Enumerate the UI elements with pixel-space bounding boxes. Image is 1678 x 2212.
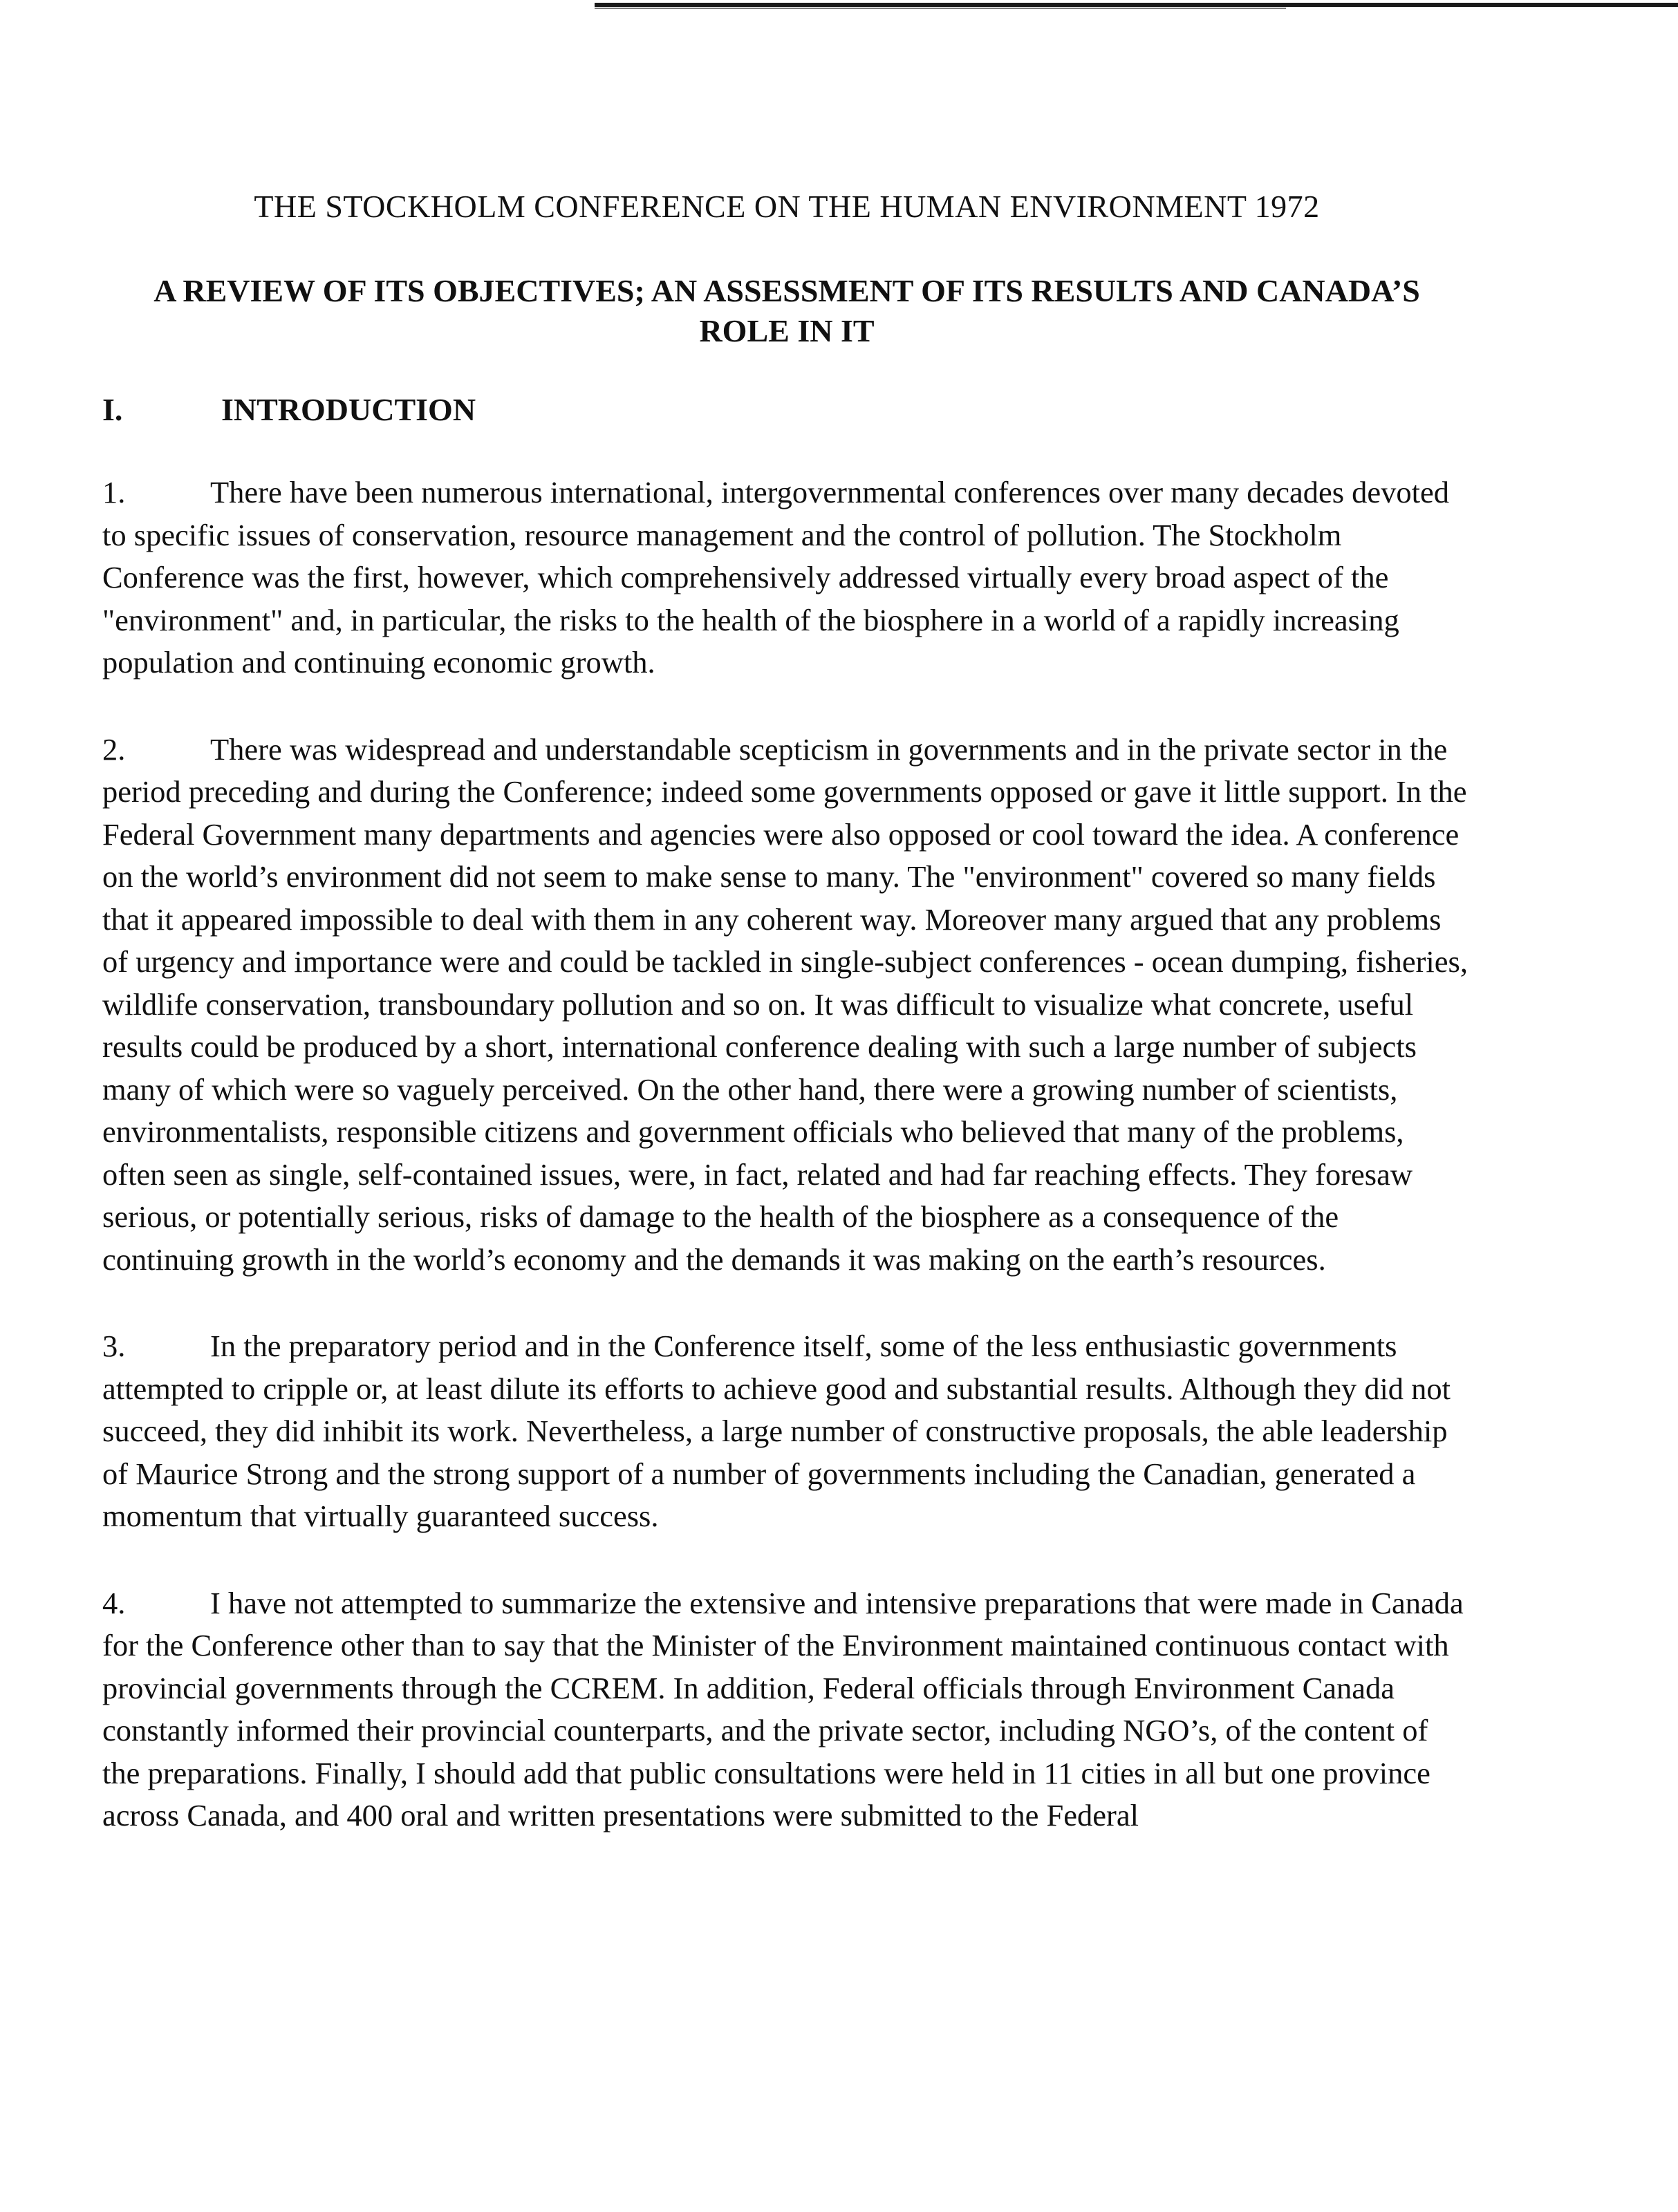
paragraph-text: There was widespread and understandable scepticism in governments and in the private sector in the period preceding and during the Conference; indeed some governments opposed or gave it little support. In the Federal Government many departments and agencies were also opposed or cool toward the idea. A conference on the world’s environment did not seem to make sense to many. The "environment" covered so many fields that it appeared impossible to deal with them in any coherent way. Moreover many argued that any problems of urgency and importance were and could be tackled in single-subject conferences - ocean dumping, fisheries, wildlife conservation, transboundary pollution and so on. It was difficult to visualize what concrete, useful results could be produced by a short, international conference dealing with such a large number of subjects many of which were so vaguely perceived. On the other hand, there were a growing number of scientists, environmentalists, responsible citizens and government officials who believed that many of the problems, often seen as single, self-contained issues, were, in fact, related and had far reaching effects. They foresaw serious, or potentially serious, risks of damage to the health of the biosphere as a consequence of the continuing growth in the world’s economy and the demands it was making on the earth’s resources.	[102, 731, 1468, 1277]
paragraph-4	[102, 1582, 1471, 1837]
paragraph-number: 4.	[102, 1585, 126, 1620]
paragraph-text: In the preparatory period and in the Conference itself, some of the less enthusiastic governments attempted to cripple or, at least dilute its efforts to achieve good and substantial results. Although they did not succeed, they did inhibit its work. Nevertheless, a large number of constructive proposals, the able leadership of Maurice Strong and the strong support of a number of governments including the Canadian, generated a momentum that virtually guaranteed success.	[102, 1329, 1451, 1533]
paragraph-2	[102, 729, 1471, 1282]
paragraph-text: I have not attempted to summarize the extensive and intensive preparations that were made in Canada for the Conference other than to say that the Minister of the Environment maintained continuous contact with provincial governments through the CCREM. In addition, Federal officials through Environment Canada constantly informed their provincial counterparts, and the private sector, including NGO’s, of the content of the preparations. Finally, I should add that public consultations were held in 11 cities in all but one province across Canada, and 400 oral and written presentations were submitted to the Federal	[102, 1585, 1464, 1833]
document-page	[102, 187, 1471, 1882]
paragraph-number: 2.	[102, 731, 126, 767]
paragraph-1	[102, 471, 1471, 684]
paragraph-text: There have been numerous international, intergovernmental conferences over many decades devoted to specific issues of conservation, resource management and the control of pollution. The Stockholm Conference was the first, however, which comprehensively addressed virtually every broad aspect of the "environment" and, in particular, the risks to the health of the biosphere in a world of a rapidly increasing population and continuing economic growth.	[102, 475, 1450, 679]
top-border-rule	[595, 3, 1678, 7]
section-heading	[102, 390, 1471, 430]
paragraph-3	[102, 1325, 1471, 1538]
section-number: I.	[102, 392, 123, 427]
top-border-rule-thin	[595, 8, 1286, 9]
paragraph-number: 3.	[102, 1329, 126, 1363]
document-title: THE STOCKHOLM CONFERENCE ON THE HUMAN ENVIRONMENT 1972	[254, 189, 1320, 224]
section-title: INTRODUCTION	[221, 392, 476, 427]
paragraph-number: 1.	[102, 475, 126, 509]
document-subtitle: A REVIEW OF ITS OBJECTIVES; AN ASSESSMENT OF ITS RESULTS AND CANADA’S ROLE IN IT	[153, 273, 1420, 348]
